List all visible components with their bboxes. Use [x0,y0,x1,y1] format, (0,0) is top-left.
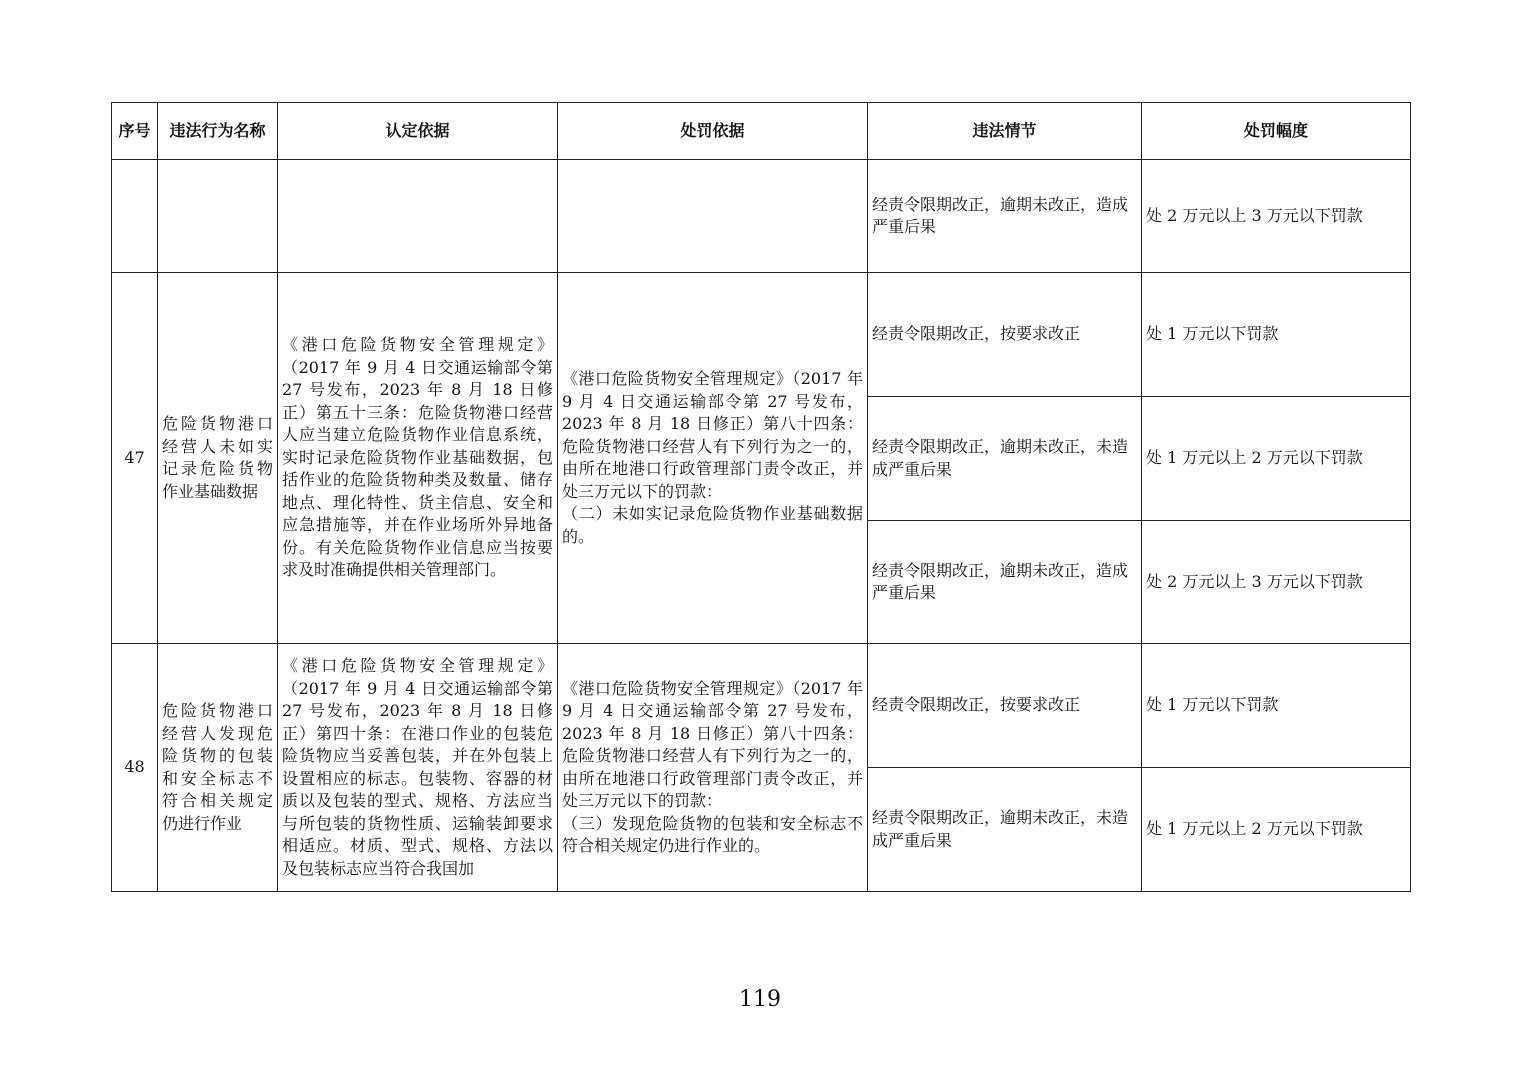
header-violation-circumstance: 违法情节 [868,103,1142,160]
row-47-penalty-main: 《港口危险货物安全管理规定》（2017 年 9 月 4 日交通运输部令第 27 号发布，2023 年 8 月 18 日修正）第八十四条：危险货物港口经营人有下列行为之一的，由所在地港口行政管理部门责令改正，并处三万元以下的罚款： [562,369,863,501]
continuation-name-cell [158,160,278,273]
row-47-range-1: 处 1 万元以下罚款 [1142,273,1411,397]
row-47-situation-3: 经责令限期改正，逾期未改正，造成严重后果 [868,521,1142,644]
row-47-seq: 47 [112,273,158,644]
header-seq: 序号 [112,103,158,160]
header-violation-name: 违法行为名称 [158,103,278,160]
row-48-seq: 48 [112,644,158,892]
row-48-penalty-basis [558,644,868,892]
row-47-violation-name: 危险货物港口经营人未如实记录危险货物作业基础数据 [158,273,278,644]
row-47-situation-1: 经责令限期改正，按要求改正 [868,273,1142,397]
row-48-penalty-main: 《港口危险货物安全管理规定》（2017 年 9 月 4 日交通运输部令第 27 号发布，2023 年 8 月 18 日修正）第八十四条：危险货物港口经营人有下列行为之一的，由所在地港口行政管理部门责令改正，并处三万元以下的罚款： [562,678,863,810]
table-header-row [112,103,1411,160]
continuation-identify-cell [278,160,558,273]
header-penalty-range: 处罚幅度 [1142,103,1411,160]
row-47-range-3: 处 2 万元以上 3 万元以下罚款 [1142,521,1411,644]
table-row-48-a [112,644,1411,768]
continuation-range-cell: 处 2 万元以上 3 万元以下罚款 [1142,160,1411,273]
row-47-range-2: 处 1 万元以上 2 万元以下罚款 [1142,397,1411,521]
row-47-penalty-basis [558,273,868,644]
penalty-table [111,102,1411,892]
row-48-range-1: 处 1 万元以下罚款 [1142,644,1411,768]
continuation-seq-cell [112,160,158,273]
row-48-penalty-item: （三）发现危险货物的包装和安全标志不符合相关规定仍进行作业的。 [562,813,863,855]
table-row-continuation [112,160,1411,273]
page-number: 119 [739,987,781,1012]
row-47-situation-2: 经责令限期改正，逾期未改正，未造成严重后果 [868,397,1142,521]
row-47-penalty-item: （二）未如实记录危险货物作业基础数据的。 [562,504,863,546]
row-48-situation-1: 经责令限期改正，按要求改正 [868,644,1142,768]
continuation-situation-cell: 经责令限期改正，逾期未改正，造成严重后果 [868,160,1142,273]
header-identification-basis: 认定依据 [278,103,558,160]
row-48-situation-2: 经责令限期改正，逾期未改正，未造成严重后果 [868,768,1142,892]
row-47-identification-basis: 《港口危险货物安全管理规定》（2017 年 9 月 4 日交通运输部令第 27 号发布，2023 年 8 月 18 日修正）第五十三条：危险货物港口经营人应当建立危险货物作业信息系统，实时记录危险货物作业基础数据，包括作业的危险货物种类及数量、储存地点、理化特性、货主信息、安全和应急措施等，并在作业场所外异地备份。有关危险货物作业信息应当按要求及时准确提供相关管理部门。 [278,273,558,644]
row-48-range-2: 处 1 万元以上 2 万元以下罚款 [1142,768,1411,892]
table-row-47-a [112,273,1411,397]
continuation-penalty-cell [558,160,868,273]
row-48-identification-basis: 《港口危险货物安全管理规定》（2017 年 9 月 4 日交通运输部令第 27 号发布，2023 年 8 月 18 日修正）第四十条：在港口作业的包装危险货物应当妥善包装，并在外包装上设置相应的标志。包装物、容器的材质以及包装的型式、规格、方法应当与所包装的货物性质、运输装卸要求相适应。材质、型式、规格、方法以及包装标志应当符合我国加 [278,644,558,892]
header-penalty-basis: 处罚依据 [558,103,868,160]
row-48-violation-name: 危险货物港口经营人发现危险货物的包装和安全标志不符合相关规定仍进行作业 [158,644,278,892]
